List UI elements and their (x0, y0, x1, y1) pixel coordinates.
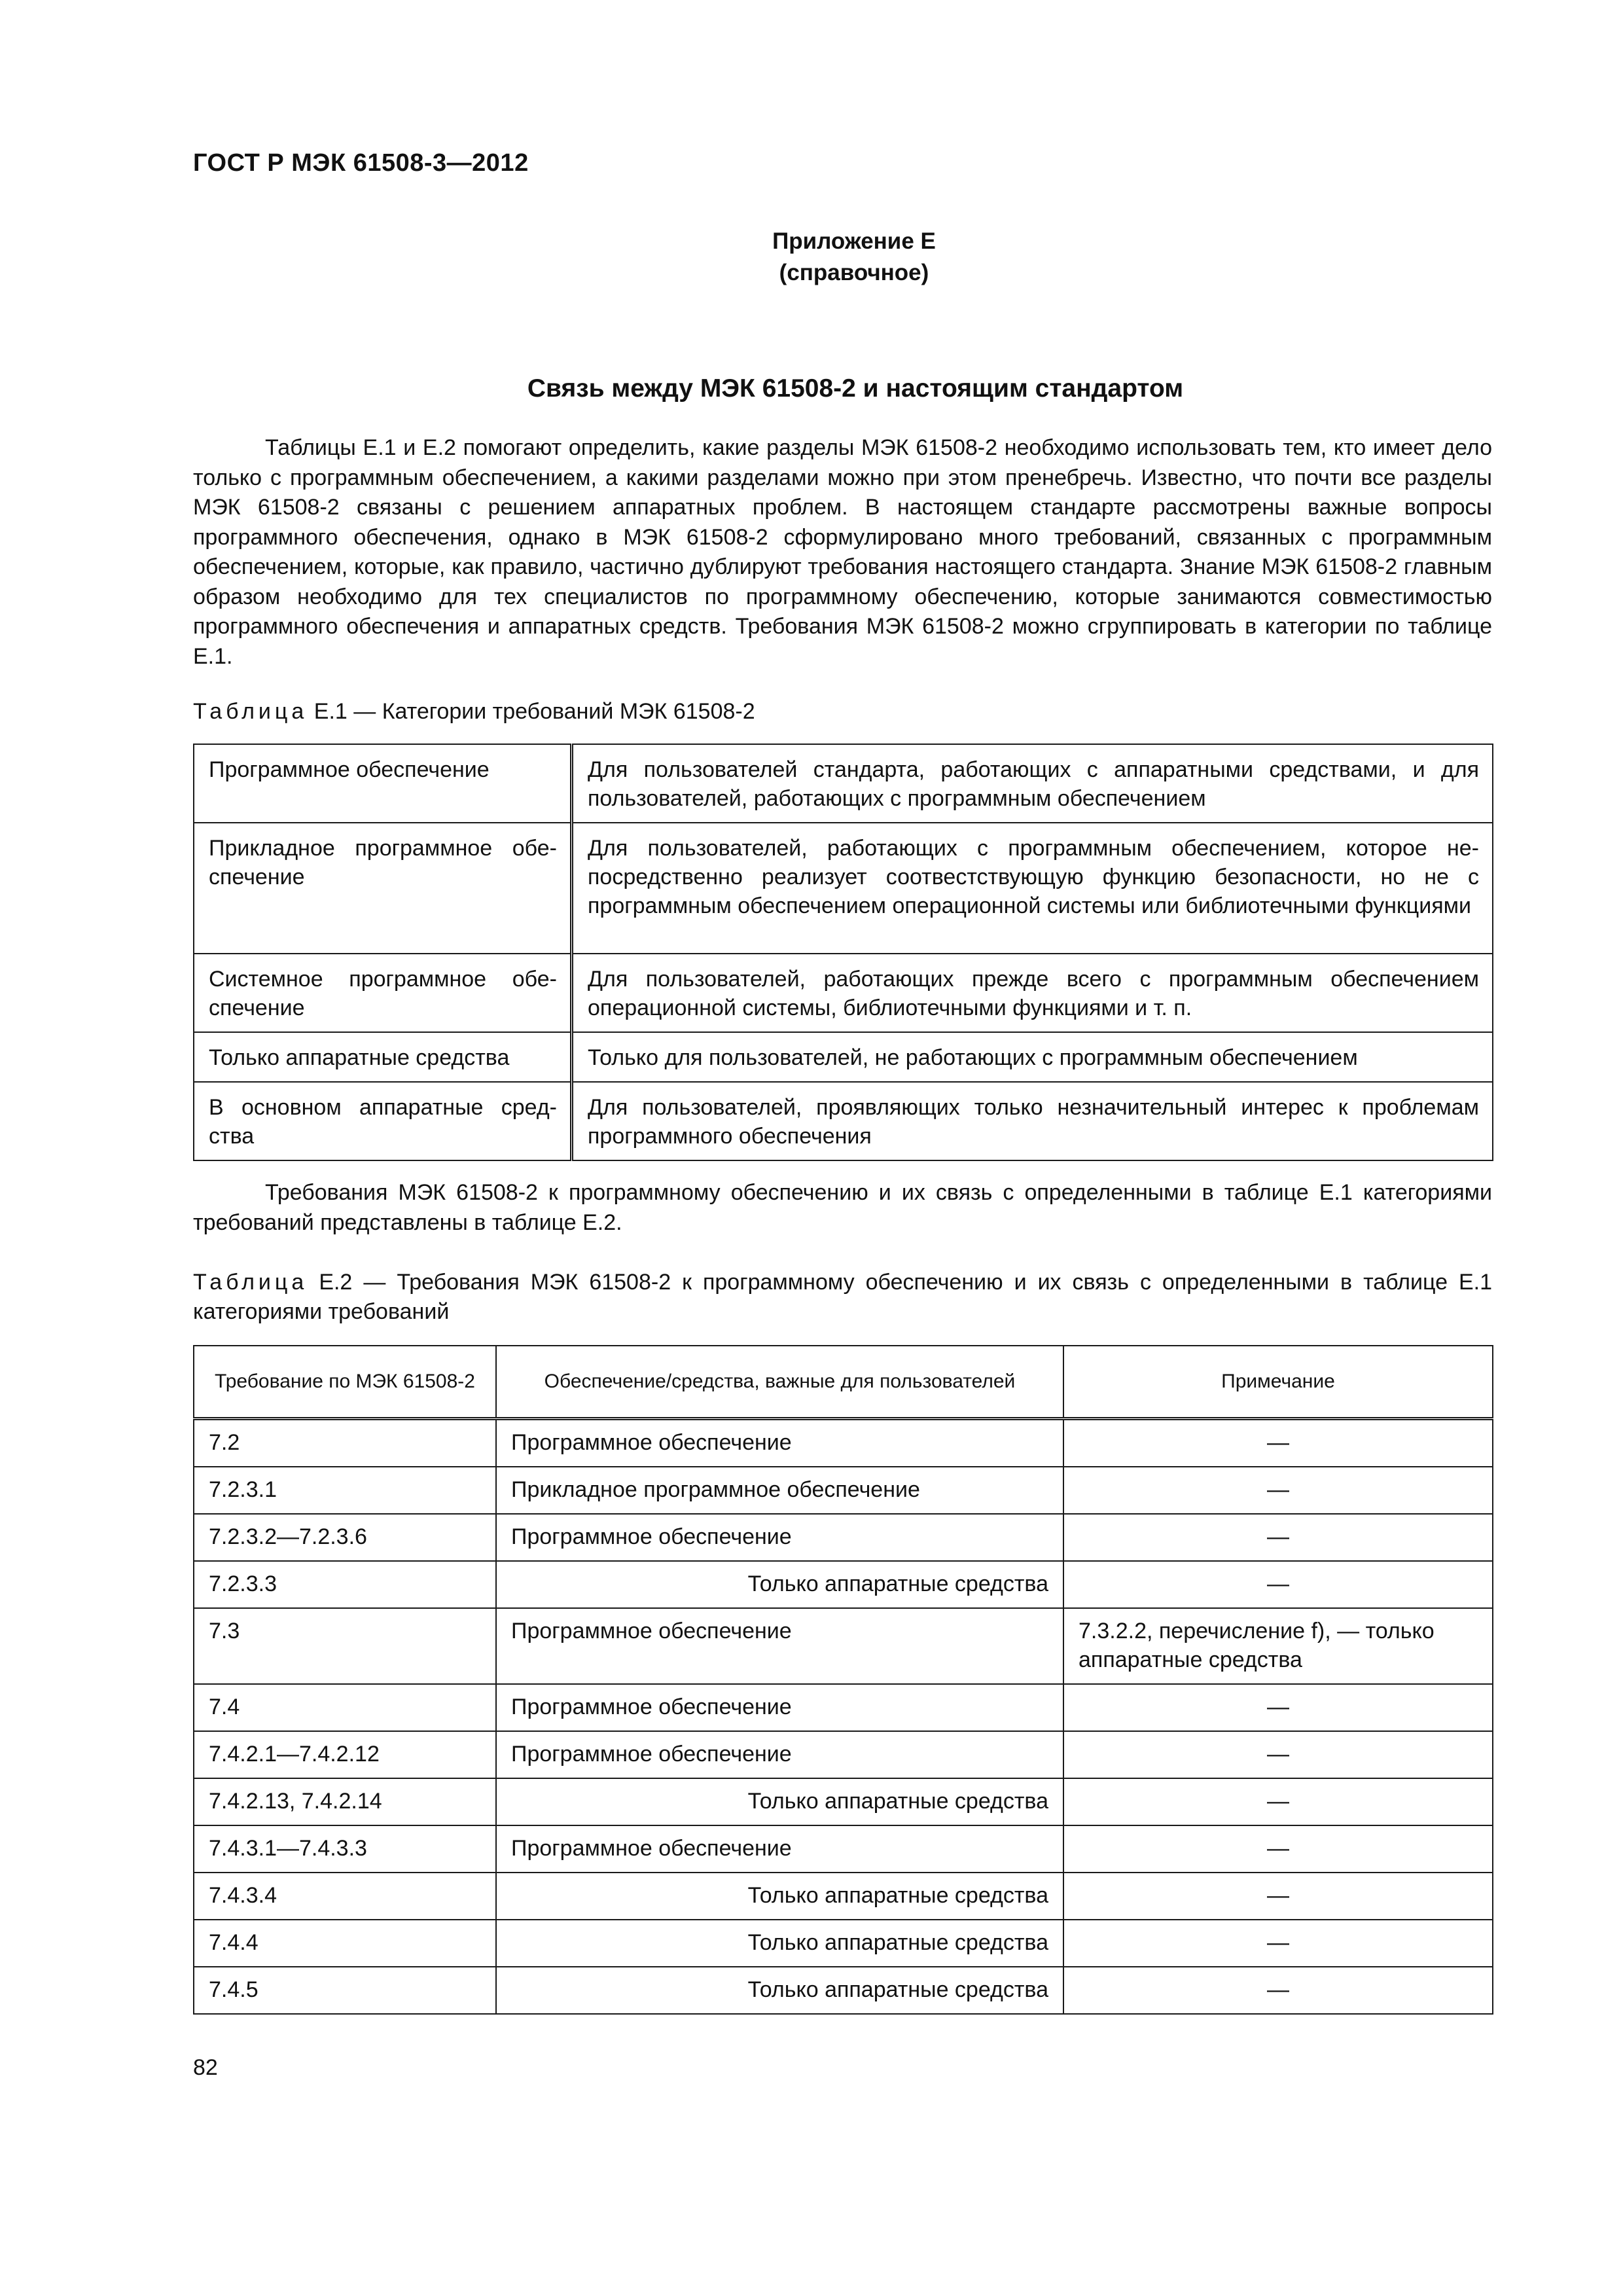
table2-caption-text: E.2 — Требования МЭК 61508-2 к программному обеспечению и их связь с определенными в таблице E.1 категориями требований (193, 1270, 1492, 1324)
table-row (194, 1419, 1493, 1467)
cell-note: — (1063, 1684, 1493, 1731)
cell-note: — (1063, 1467, 1493, 1514)
intro-paragraph: Таблицы E.1 и E.2 помогают определить, какие разделы МЭК 61508-2 необходимо использовать тем, кто имеет дело только с программным обеспечением, а какими разделами можно при этом пренебречь. Известно, что почти все разделы МЭК 61508-2 связаны с решением аппаратных проблем. В настоящем стандарте рассмотрены важные вопросы программного обеспечения, однако в МЭК 61508-2 сформулировано много требований, связанных с программным обеспечением, которые, как правило, частично дублируют требования настоящего стандарта. Знание МЭК 61508-2 главным образом необходимо для тех специалистов по программному обеспечению, которые занимаются совместимостью программного обеспечения и аппаратных средств. Требования МЭК 61508-2 можно сгруппировать в категории по таблице E.1. (193, 435, 1492, 669)
table1-description: Для пользователей, проявляющих только незначительный интерес к проблемам программного обеспечения (572, 1082, 1493, 1160)
standard-header: ГОСТ Р МЭК 61508-3—2012 (193, 149, 529, 177)
table-row (194, 1082, 1493, 1160)
table-row (194, 744, 1493, 823)
table1-description: Только для пользователей, не работающих с программным обеспечением (572, 1032, 1493, 1082)
cell-provision: Программное обеспечение (496, 1419, 1063, 1467)
table1-category: Программное обеспечение (194, 744, 572, 823)
cell-note: — (1063, 1825, 1493, 1873)
table-row (194, 1825, 1493, 1873)
table-row (194, 1731, 1493, 1778)
table1-category: Только аппаратные средства (194, 1032, 572, 1082)
header-requirement: Требование по МЭК 61508-2 (194, 1346, 496, 1419)
cell-note: — (1063, 1419, 1493, 1467)
cell-provision: Программное обеспечение (496, 1825, 1063, 1873)
table-row (194, 1514, 1493, 1561)
cell-provision: Программное обеспечение (496, 1514, 1063, 1561)
section-title-text: Связь между МЭК 61508-2 и настоящим стандартом (527, 374, 1184, 403)
appendix-kind: (справочное) (779, 260, 929, 285)
cell-requirement: 7.4.5 (194, 1967, 496, 2014)
cell-requirement: 7.4.2.13, 7.4.2.14 (194, 1778, 496, 1825)
table-row (194, 1967, 1493, 2014)
section-title (0, 374, 1623, 403)
cell-provision: Программное обеспечение (496, 1731, 1063, 1778)
cell-provision: Только аппаратные средства (496, 1967, 1063, 2014)
table1-caption-text: E.1 — Категории требований МЭК 61508-2 (313, 699, 755, 724)
table-row (194, 1032, 1493, 1082)
table1-description: Для пользователей стандарта, работающих с аппаратными средствами, и для пользователей, работающих с программным обеспечением (572, 744, 1493, 823)
table-row (194, 1920, 1493, 1967)
table1-category: Системное программное обеспечение (194, 954, 572, 1032)
page-number: 82 (193, 2055, 218, 2080)
cell-requirement: 7.4.4 (194, 1920, 496, 1967)
cell-requirement: 7.4.2.1—7.4.2.12 (194, 1731, 496, 1778)
header-note: Примечание (1063, 1346, 1493, 1419)
table-row (194, 954, 1493, 1032)
cell-note: — (1063, 1731, 1493, 1778)
cell-provision: Только аппаратные средства (496, 1778, 1063, 1825)
cell-note: — (1063, 1778, 1493, 1825)
table1-description: Для пользователей, работающих прежде всего с программным обеспечением операционной системы, библиотечными функциями и т. п. (572, 954, 1493, 1032)
cell-note: — (1063, 1514, 1493, 1561)
cell-provision: Программное обеспечение (496, 1608, 1063, 1684)
cell-requirement: 7.3 (194, 1608, 496, 1684)
cell-requirement: 7.4 (194, 1684, 496, 1731)
table-row (194, 1778, 1493, 1825)
cell-note: — (1063, 1967, 1493, 2014)
table-row (194, 1561, 1493, 1608)
table1-description: Для пользователей, работающих с программным обеспечением, которое непосредственно реализует соотвестствующую функцию безопасности, но не с программным обеспечением операционной системы или библиотечными функциями (572, 823, 1493, 954)
table-row (194, 1873, 1493, 1920)
table-row (194, 1608, 1493, 1684)
cell-requirement: 7.4.3.1—7.4.3.3 (194, 1825, 496, 1873)
table-row (194, 1467, 1493, 1514)
cell-requirement: 7.2.3.3 (194, 1561, 496, 1608)
table1-caption (193, 697, 1492, 726)
table1-category: В основном аппаратные средства (194, 1082, 572, 1160)
table2-intro-paragraph: Требования МЭК 61508-2 к программному обеспечению и их связь с определенными в таблице E.1 категориями требований представлены в таблице E.2. (193, 1180, 1492, 1235)
cell-requirement: 7.2 (194, 1419, 496, 1467)
cell-note: — (1063, 1873, 1493, 1920)
table2-caption (193, 1268, 1492, 1327)
cell-note: — (1063, 1920, 1493, 1967)
appendix-heading (0, 226, 1623, 289)
table-e2 (193, 1345, 1493, 2015)
cell-provision: Только аппаратные средства (496, 1873, 1063, 1920)
appendix-title: Приложение E (772, 228, 936, 254)
cell-requirement: 7.4.3.4 (194, 1873, 496, 1920)
table2-caption-label: Таблица (193, 1270, 308, 1295)
table1-category: Прикладное программное обеспечение (194, 823, 572, 954)
cell-provision: Прикладное программное обеспечение (496, 1467, 1063, 1514)
table-e1 (193, 744, 1493, 1161)
table-row (194, 1684, 1493, 1731)
table-row (194, 823, 1493, 954)
cell-provision: Только аппаратные средства (496, 1561, 1063, 1608)
cell-provision: Программное обеспечение (496, 1684, 1063, 1731)
cell-note: 7.3.2.2, перечисление f), — только аппаратные средства (1063, 1608, 1493, 1684)
cell-requirement: 7.2.3.1 (194, 1467, 496, 1514)
cell-note: — (1063, 1561, 1493, 1608)
table1-caption-label: Таблица (193, 699, 308, 724)
table-header-row (194, 1346, 1493, 1419)
cell-provision: Только аппаратные средства (496, 1920, 1063, 1967)
header-provision: Обеспечение/средства, важные для пользователей (496, 1346, 1063, 1419)
cell-requirement: 7.2.3.2—7.2.3.6 (194, 1514, 496, 1561)
